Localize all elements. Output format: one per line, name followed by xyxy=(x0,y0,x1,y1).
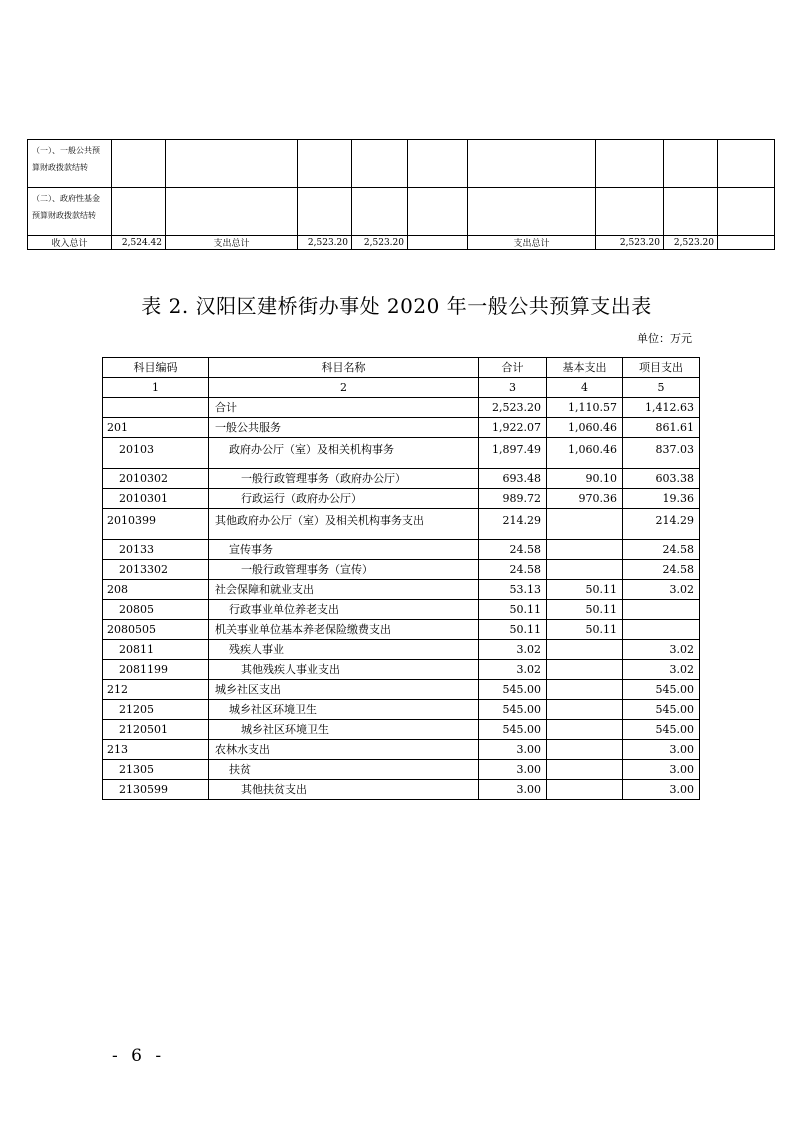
expense-total-value: 2,523.20 xyxy=(298,236,352,250)
basic-cell: 50.11 xyxy=(547,580,623,600)
table-row xyxy=(103,640,700,660)
page-number: - 6 - xyxy=(112,1046,166,1066)
basic-cell xyxy=(547,760,623,780)
table-title: 表 2. 汉阳区建桥街办事处 2020 年一般公共预算支出表 xyxy=(141,294,652,318)
code-cell: 2080505 xyxy=(103,620,209,640)
table-row xyxy=(103,720,700,740)
basic-cell xyxy=(547,700,623,720)
row-label: （一）、一般公共预算财政拨款结转 xyxy=(28,140,112,188)
expense-total-value: 2,523.20 xyxy=(596,236,664,250)
total-cell: 1,897.49 xyxy=(479,438,547,469)
code-cell: 20811 xyxy=(103,640,209,660)
expense-total-value: 2,523.20 xyxy=(664,236,718,250)
basic-cell xyxy=(547,560,623,580)
basic-cell xyxy=(547,680,623,700)
name-cell: 农林水支出 xyxy=(209,740,479,760)
code-cell: 2120501 xyxy=(103,720,209,740)
code-cell xyxy=(103,398,209,418)
basic-cell xyxy=(547,780,623,800)
name-cell: 社会保障和就业支出 xyxy=(209,580,479,600)
code-cell: 2130599 xyxy=(103,780,209,800)
project-cell: 545.00 xyxy=(623,700,700,720)
basic-cell xyxy=(547,640,623,660)
code-cell: 20103 xyxy=(103,438,209,469)
project-cell: 545.00 xyxy=(623,720,700,740)
project-cell: 24.58 xyxy=(623,540,700,560)
name-cell: 行政事业单位养老支出 xyxy=(209,600,479,620)
total-cell: 3.00 xyxy=(479,780,547,800)
table-row xyxy=(103,580,700,600)
name-cell: 机关事业单位基本养老保险缴费支出 xyxy=(209,620,479,640)
table-row xyxy=(103,398,700,418)
project-cell: 861.61 xyxy=(623,418,700,438)
table-row xyxy=(103,438,700,469)
project-cell: 837.03 xyxy=(623,438,700,469)
code-cell: 208 xyxy=(103,580,209,600)
code-cell: 201 xyxy=(103,418,209,438)
project-cell: 3.00 xyxy=(623,780,700,800)
table-row xyxy=(103,700,700,720)
index-row xyxy=(103,378,700,398)
code-cell: 20805 xyxy=(103,600,209,620)
basic-cell xyxy=(547,660,623,680)
project-cell: 545.00 xyxy=(623,680,700,700)
total-cell: 50.11 xyxy=(479,600,547,620)
basic-cell xyxy=(547,540,623,560)
income-total-label: 收入总计 xyxy=(28,236,112,250)
table-row xyxy=(28,188,775,236)
project-cell: 3.00 xyxy=(623,740,700,760)
name-cell: 合计 xyxy=(209,398,479,418)
table-row xyxy=(103,469,700,489)
table-row xyxy=(28,140,775,188)
basic-cell: 1,060.46 xyxy=(547,438,623,469)
project-cell: 19.36 xyxy=(623,489,700,509)
code-cell: 2010301 xyxy=(103,489,209,509)
table-row xyxy=(103,680,700,700)
basic-cell: 90.10 xyxy=(547,469,623,489)
row-label: （二）、政府性基金预算财政拨款结转 xyxy=(28,188,112,236)
name-cell: 城乡社区环境卫生 xyxy=(209,700,479,720)
name-cell: 宣传事务 xyxy=(209,540,479,560)
name-cell: 政府办公厅（室）及相关机构事务 xyxy=(209,438,479,469)
expense-total-value: 2,523.20 xyxy=(352,236,408,250)
header-project: 项目支出 xyxy=(623,358,700,378)
header-row xyxy=(103,358,700,378)
total-cell: 24.58 xyxy=(479,560,547,580)
index-cell: 3 xyxy=(479,378,547,398)
table-row xyxy=(103,600,700,620)
basic-cell xyxy=(547,740,623,760)
index-cell: 5 xyxy=(623,378,700,398)
totals-row xyxy=(28,236,775,250)
project-cell: 603.38 xyxy=(623,469,700,489)
table-body xyxy=(103,398,700,800)
table-row xyxy=(103,560,700,580)
code-cell: 213 xyxy=(103,740,209,760)
total-cell: 693.48 xyxy=(479,469,547,489)
basic-cell: 970.36 xyxy=(547,489,623,509)
code-cell: 212 xyxy=(103,680,209,700)
code-cell: 2010399 xyxy=(103,509,209,540)
table-row xyxy=(103,418,700,438)
table-row xyxy=(103,660,700,680)
code-cell: 2013302 xyxy=(103,560,209,580)
basic-cell: 50.11 xyxy=(547,620,623,640)
name-cell: 一般行政管理事务（宣传） xyxy=(209,560,479,580)
table-row xyxy=(103,740,700,760)
basic-cell xyxy=(547,509,623,540)
name-cell: 扶贫 xyxy=(209,760,479,780)
table-row xyxy=(103,760,700,780)
name-cell: 其他扶贫支出 xyxy=(209,780,479,800)
code-cell: 2010302 xyxy=(103,469,209,489)
total-cell: 3.02 xyxy=(479,640,547,660)
total-cell: 24.58 xyxy=(479,540,547,560)
total-cell: 545.00 xyxy=(479,700,547,720)
table-row xyxy=(103,489,700,509)
index-cell: 1 xyxy=(103,378,209,398)
total-cell: 1,922.07 xyxy=(479,418,547,438)
total-cell: 50.11 xyxy=(479,620,547,640)
total-cell: 53.13 xyxy=(479,580,547,600)
unit-label: 单位：万元 xyxy=(637,332,692,345)
header-total: 合计 xyxy=(479,358,547,378)
expense-total-label: 支出总计 xyxy=(166,236,298,250)
income-expense-summary-table xyxy=(27,139,775,250)
project-cell xyxy=(623,620,700,640)
header-basic: 基本支出 xyxy=(547,358,623,378)
table-row xyxy=(103,620,700,640)
total-cell: 545.00 xyxy=(479,680,547,700)
project-cell xyxy=(623,600,700,620)
name-cell: 行政运行（政府办公厅） xyxy=(209,489,479,509)
total-cell: 3.00 xyxy=(479,740,547,760)
basic-cell: 1,110.57 xyxy=(547,398,623,418)
total-cell: 989.72 xyxy=(479,489,547,509)
total-cell: 545.00 xyxy=(479,720,547,740)
name-cell: 残疾人事业 xyxy=(209,640,479,660)
total-cell: 3.00 xyxy=(479,760,547,780)
code-cell: 20133 xyxy=(103,540,209,560)
table-row xyxy=(103,509,700,540)
table-row xyxy=(103,780,700,800)
code-cell: 21205 xyxy=(103,700,209,720)
expense-total-label: 支出总计 xyxy=(468,236,596,250)
project-cell: 24.58 xyxy=(623,560,700,580)
name-cell: 城乡社区环境卫生 xyxy=(209,720,479,740)
code-cell: 21305 xyxy=(103,760,209,780)
name-cell: 一般公共服务 xyxy=(209,418,479,438)
project-cell: 3.02 xyxy=(623,660,700,680)
name-cell: 其他残疾人事业支出 xyxy=(209,660,479,680)
index-cell: 4 xyxy=(547,378,623,398)
basic-cell: 1,060.46 xyxy=(547,418,623,438)
project-cell: 3.02 xyxy=(623,580,700,600)
project-cell: 3.02 xyxy=(623,640,700,660)
project-cell: 3.00 xyxy=(623,760,700,780)
header-code: 科目编码 xyxy=(103,358,209,378)
name-cell: 城乡社区支出 xyxy=(209,680,479,700)
name-cell: 其他政府办公厅（室）及相关机构事务支出 xyxy=(209,509,479,540)
table-row xyxy=(103,540,700,560)
code-cell: 2081199 xyxy=(103,660,209,680)
basic-cell: 50.11 xyxy=(547,600,623,620)
total-cell: 3.02 xyxy=(479,660,547,680)
project-cell: 1,412.63 xyxy=(623,398,700,418)
project-cell: 214.29 xyxy=(623,509,700,540)
header-name: 科目名称 xyxy=(209,358,479,378)
index-cell: 2 xyxy=(209,378,479,398)
basic-cell xyxy=(547,720,623,740)
total-cell: 2,523.20 xyxy=(479,398,547,418)
budget-expenditure-table xyxy=(102,357,700,800)
name-cell: 一般行政管理事务（政府办公厅） xyxy=(209,469,479,489)
total-cell: 214.29 xyxy=(479,509,547,540)
income-total-value: 2,524.42 xyxy=(112,236,166,250)
